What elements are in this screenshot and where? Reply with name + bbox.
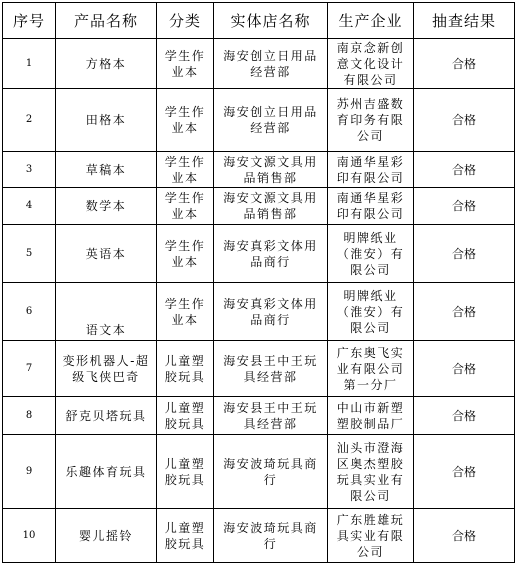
table-row xyxy=(3,509,515,563)
cell-category: 学生作业本 xyxy=(157,283,214,341)
cell-seq: 1 xyxy=(3,39,56,89)
cell-category: 学生作业本 xyxy=(157,225,214,283)
cell-seq: 3 xyxy=(3,152,56,188)
header-product-name: 产品名称 xyxy=(56,3,157,39)
cell-product: 英语本 xyxy=(56,225,157,283)
cell-manufacturer: 苏州吉盛数育印务有限公司 xyxy=(328,89,414,152)
cell-store: 海安县王中王玩具经营部 xyxy=(214,341,328,397)
cell-result: 合格 xyxy=(414,397,515,435)
table-row xyxy=(3,152,515,188)
cell-store: 海安波琦玩具商行 xyxy=(214,509,328,563)
cell-manufacturer: 中山市新塑塑胶制品厂 xyxy=(328,397,414,435)
cell-store: 海安创立日用品经营部 xyxy=(214,39,328,89)
cell-seq: 8 xyxy=(3,397,56,435)
table-row xyxy=(3,397,515,435)
cell-category: 学生作业本 xyxy=(157,39,214,89)
header-store-name: 实体店名称 xyxy=(214,3,328,39)
cell-store: 海安波琦玩具商行 xyxy=(214,435,328,509)
cell-manufacturer: 明牌纸业（淮安）有限公司 xyxy=(328,225,414,283)
cell-category: 学生作业本 xyxy=(157,89,214,152)
cell-result: 合格 xyxy=(414,283,515,341)
cell-seq: 2 xyxy=(3,89,56,152)
header-row xyxy=(3,3,515,39)
table-row xyxy=(3,89,515,152)
cell-result: 合格 xyxy=(414,341,515,397)
cell-category: 儿童塑胶玩具 xyxy=(157,435,214,509)
header-category: 分类 xyxy=(157,3,214,39)
cell-product: 语文本 xyxy=(56,283,157,341)
cell-seq: 5 xyxy=(3,225,56,283)
cell-category: 儿童塑胶玩具 xyxy=(157,509,214,563)
cell-store: 海安文源文具用品销售部 xyxy=(214,188,328,225)
cell-seq: 7 xyxy=(3,341,56,397)
cell-manufacturer: 南通华星彩印有限公司 xyxy=(328,152,414,188)
cell-store: 海安县王中王玩具经营部 xyxy=(214,397,328,435)
table-row xyxy=(3,188,515,225)
cell-category: 儿童塑胶玩具 xyxy=(157,341,214,397)
cell-category: 学生作业本 xyxy=(157,152,214,188)
cell-manufacturer: 南京念新创意文化设计有限公司 xyxy=(328,39,414,89)
cell-store: 海安文源文具用品销售部 xyxy=(214,152,328,188)
cell-category: 学生作业本 xyxy=(157,188,214,225)
cell-result: 合格 xyxy=(414,39,515,89)
cell-seq: 10 xyxy=(3,509,56,563)
cell-result: 合格 xyxy=(414,225,515,283)
cell-seq: 6 xyxy=(3,283,56,341)
cell-store: 海安真彩文体用品商行 xyxy=(214,283,328,341)
cell-product: 方格本 xyxy=(56,39,157,89)
cell-seq: 9 xyxy=(3,435,56,509)
cell-manufacturer: 广东奥飞实业有限公司第一分厂 xyxy=(328,341,414,397)
cell-product: 婴儿摇铃 xyxy=(56,509,157,563)
table-row xyxy=(3,435,515,509)
cell-product: 草稿本 xyxy=(56,152,157,188)
cell-result: 合格 xyxy=(414,89,515,152)
cell-result: 合格 xyxy=(414,152,515,188)
cell-result: 合格 xyxy=(414,509,515,563)
inspection-results-table xyxy=(2,2,515,563)
cell-result: 合格 xyxy=(414,188,515,225)
cell-manufacturer: 明牌纸业（淮安）有限公司 xyxy=(328,283,414,341)
table-row xyxy=(3,283,515,341)
cell-result: 合格 xyxy=(414,435,515,509)
table-row xyxy=(3,225,515,283)
cell-store: 海安创立日用品经营部 xyxy=(214,89,328,152)
cell-product: 数学本 xyxy=(56,188,157,225)
cell-product: 变形机器人-超级飞侠巴奇 xyxy=(56,341,157,397)
cell-manufacturer: 南通华星彩印有限公司 xyxy=(328,188,414,225)
cell-store: 海安真彩文体用品商行 xyxy=(214,225,328,283)
cell-manufacturer: 汕头市澄海区奥杰塑胶玩具实业有限公司 xyxy=(328,435,414,509)
cell-manufacturer: 广东胜雄玩具实业有限公司 xyxy=(328,509,414,563)
header-result: 抽查结果 xyxy=(414,3,515,39)
header-seq: 序号 xyxy=(3,3,56,39)
cell-product: 田格本 xyxy=(56,89,157,152)
header-manufacturer: 生产企业 xyxy=(328,3,414,39)
cell-product: 乐趣体育玩具 xyxy=(56,435,157,509)
table-row xyxy=(3,39,515,89)
cell-seq: 4 xyxy=(3,188,56,225)
cell-product: 舒克贝塔玩具 xyxy=(56,397,157,435)
cell-category: 儿童塑胶玩具 xyxy=(157,397,214,435)
table-row xyxy=(3,341,515,397)
